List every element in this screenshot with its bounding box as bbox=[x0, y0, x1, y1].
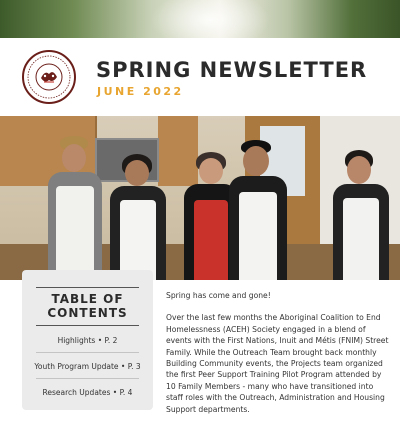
banner-photo bbox=[0, 0, 400, 38]
toc-divider bbox=[36, 378, 139, 379]
toc-rule-top bbox=[36, 287, 139, 288]
toc-rule-bottom bbox=[36, 325, 139, 326]
toc-item-youth-program[interactable]: Youth Program Update • P. 3 bbox=[34, 362, 141, 371]
newsletter-header bbox=[0, 38, 400, 116]
team-photo bbox=[0, 116, 400, 280]
toc-title: TABLE OF CONTENTS bbox=[47, 292, 128, 320]
organization-logo bbox=[22, 50, 76, 104]
article-intro: Spring has come and gone! bbox=[166, 291, 271, 300]
toc-divider bbox=[36, 352, 139, 353]
newsletter-date: JUNE 2022 bbox=[97, 85, 184, 98]
toc-item-research[interactable]: Research Updates • P. 4 bbox=[42, 388, 133, 397]
article-body bbox=[166, 290, 390, 426]
newsletter-title: SPRING NEWSLETTER bbox=[96, 58, 368, 82]
table-of-contents bbox=[22, 270, 153, 410]
article-paragraph: Over the last few months the Aboriginal Coalition to End Homelessness (ACEH) Society engaged in a blend of events with the First Nations, Inuit and Métis (FNIM) Street Family. While the Outreach Team brought back monthly Building Community events, the Projects team organized the first Peer Support Training Pilot Program attended by 10 Family Members - many who have transitioned into staff roles with the Outreach, Administration and Housing Support departments. bbox=[166, 313, 389, 414]
toc-item-highlights[interactable]: Highlights • P. 2 bbox=[57, 336, 118, 345]
